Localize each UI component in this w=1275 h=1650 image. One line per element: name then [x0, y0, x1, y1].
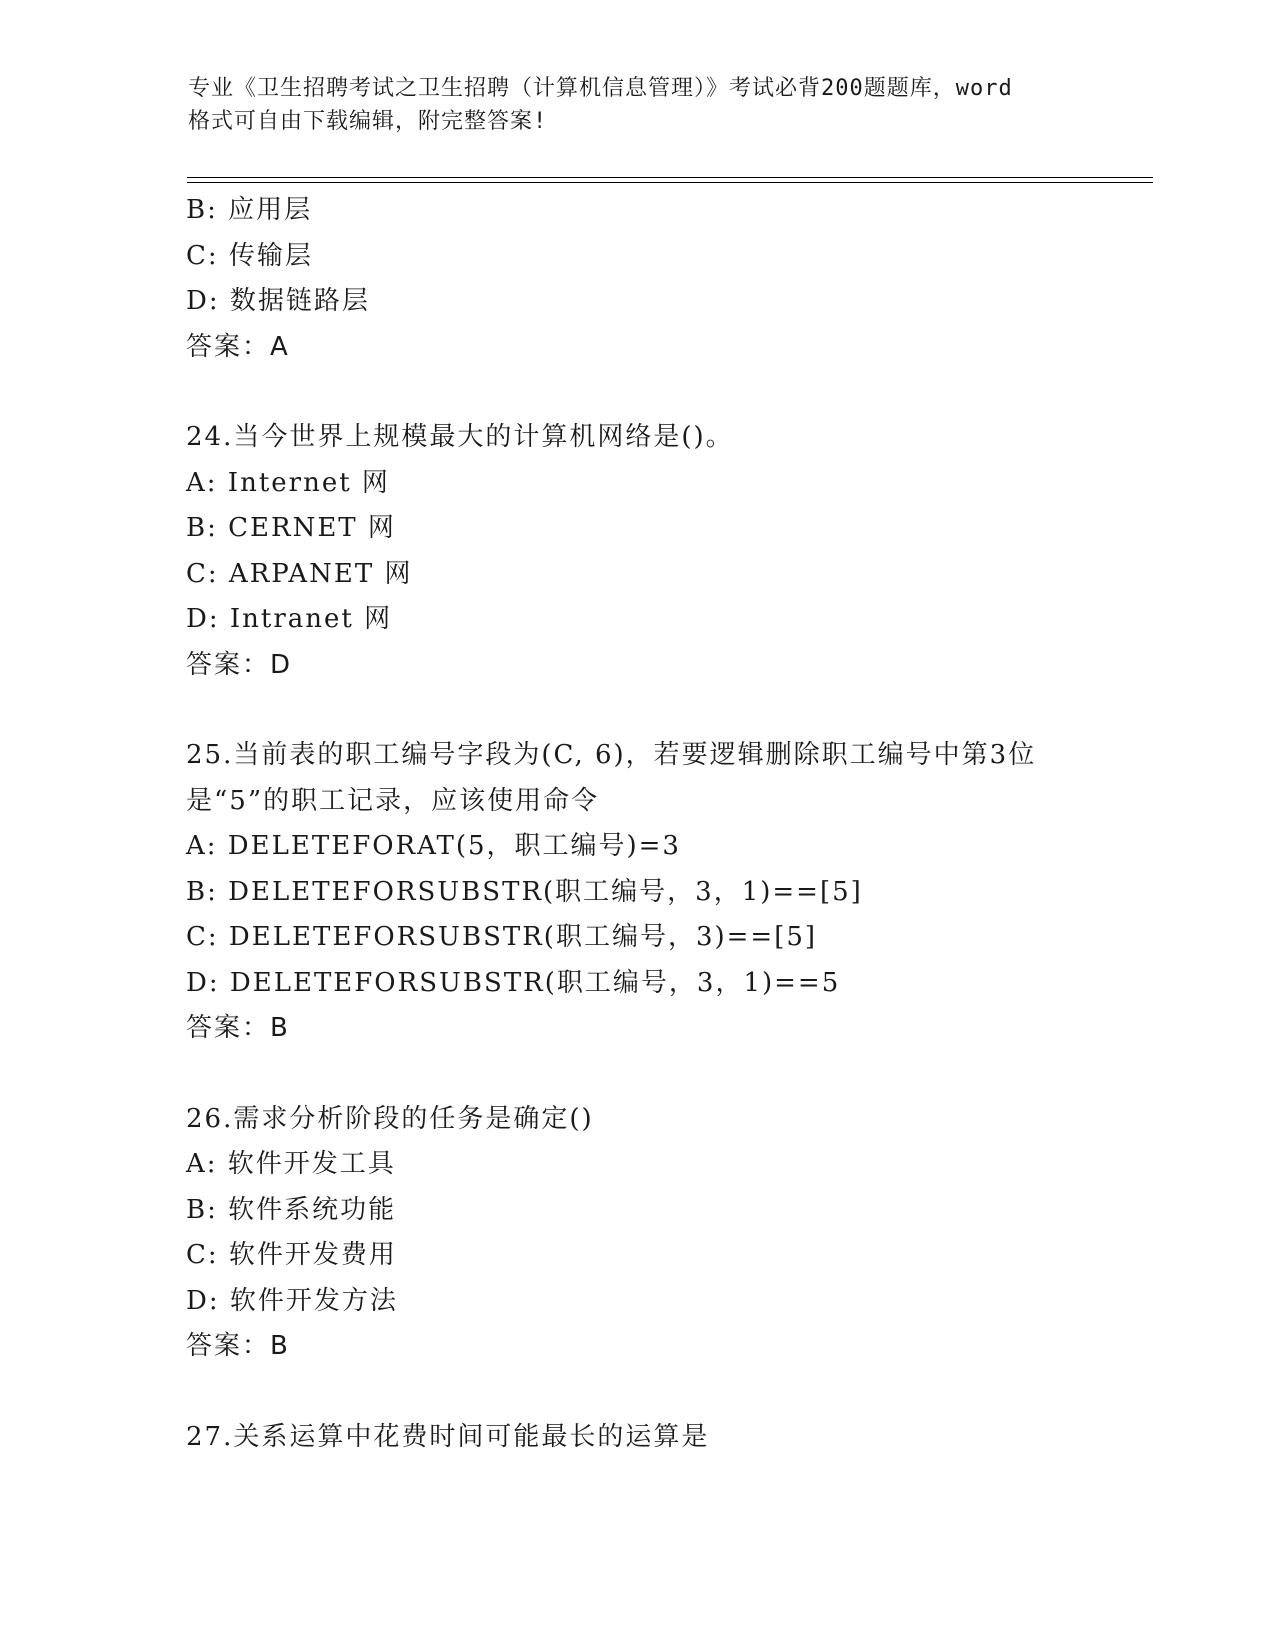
header-divider-bottom [187, 182, 1153, 183]
question-text-line-1: 25.当前表的职工编号字段为(C, 6)，若要逻辑删除职工编号中第3位 [186, 740, 1037, 770]
option-d: D: 软件开发方法 [186, 1285, 398, 1316]
question-list [186, 188, 1086, 1460]
option-c: C: 传输层 [186, 240, 313, 271]
question-23 [186, 188, 1086, 370]
option-b: B: CERNET 网 [186, 513, 396, 543]
answer: 答案：B [186, 1331, 290, 1361]
option-d: D: 数据链路层 [186, 286, 370, 316]
question-text: 24.当今世界上规模最大的计算机网络是()。 [186, 422, 734, 452]
answer: 答案：A [186, 331, 290, 362]
header-line-2: 格式可自由下载编辑，附完整答案! [188, 109, 548, 134]
option-a: A: Internet 网 [186, 467, 390, 498]
option-a: A: 软件开发工具 [186, 1149, 396, 1179]
question-27 [186, 1415, 1086, 1461]
question-25 [186, 733, 1086, 1052]
option-b: B: 应用层 [186, 195, 313, 225]
answer: 答案：D [186, 649, 293, 680]
option-c: C: DELETEFORSUBSTR(职工编号，3)==[5] [186, 922, 818, 952]
answer: 答案：B [186, 1013, 290, 1043]
option-c: C: ARPANET 网 [186, 558, 413, 589]
option-c: C: 软件开发费用 [186, 1240, 397, 1270]
question-text: 26.需求分析阶段的任务是确定() [186, 1103, 594, 1134]
document-header [188, 72, 1088, 138]
option-d: D: DELETEFORSUBSTR(职工编号，3，1)==5 [186, 967, 841, 998]
option-a: A: DELETEFORAT(5，职工编号)=3 [186, 831, 681, 861]
question-26 [186, 1097, 1086, 1370]
question-24 [186, 415, 1086, 688]
question-text-line-2: 是“5”的职工记录，应该使用命令 [186, 785, 600, 816]
option-b: B: DELETEFORSUBSTR(职工编号，3，1)==[5] [186, 876, 863, 907]
option-d: D: Intranet 网 [186, 604, 393, 634]
question-text: 27.关系运算中花费时间可能最长的运算是 [186, 1421, 710, 1452]
option-b: B: 软件系统功能 [186, 1194, 397, 1225]
header-divider-top [187, 177, 1153, 178]
header-line-1: 专业《卫生招聘考试之卫生招聘（计算机信息管理）》考试必背200题题库，word [188, 76, 1013, 101]
